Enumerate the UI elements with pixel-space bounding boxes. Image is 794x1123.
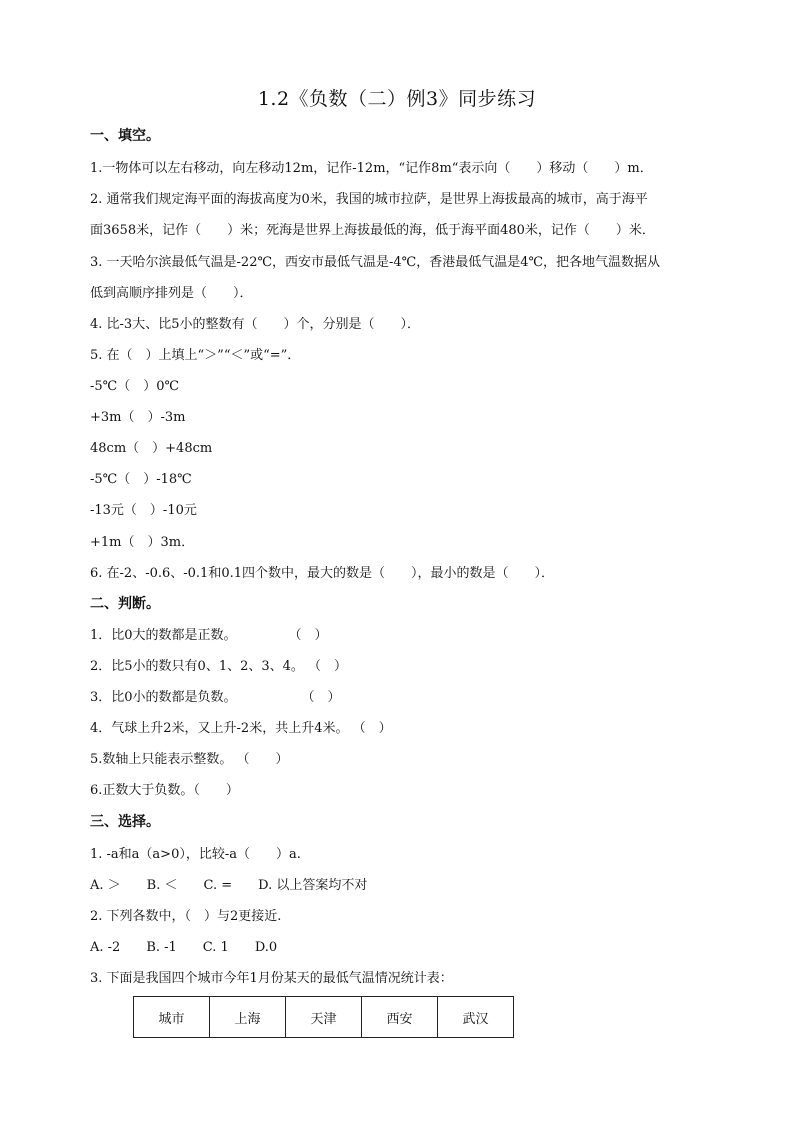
question-line: 1.一物体可以左右移动，向左移动12m，记作-12m，“记作8m“表示向（ ）移动（ ）m． xyxy=(90,161,653,176)
section-heading-judge: 二、判断。 xyxy=(90,596,160,612)
comparison-item: -5℃（ ）-18℃ xyxy=(90,472,192,487)
section-heading-choice: 三、选择。 xyxy=(90,814,160,830)
question-line: 低到高顺序排列是（ ）． xyxy=(90,286,253,301)
comparison-item: +3m（ ）-3m xyxy=(90,410,186,425)
choice-options: A. -2 B. -1 C. 1 D.0 xyxy=(90,940,278,955)
comparison-item: -5℃（ ）0℃ xyxy=(90,379,180,394)
judge-item: 2．比5小的数只有0、1、2、3、4。 （ ） xyxy=(90,659,348,674)
judge-item: 6.正数大于负数。（ ） xyxy=(90,783,239,798)
question-line: 6. 在-2、-0.6、-0.1和0.1四个数中，最大的数是（ ），最小的数是（ ）． xyxy=(90,566,555,581)
judge-item: 5.数轴上只能表示整数。 （ ） xyxy=(90,752,289,767)
choice-question: 1. -a和a（a>0），比较-a（ ）a. xyxy=(90,847,301,862)
table-cell: 西安 xyxy=(362,997,438,1038)
question-line: 面3658米，记作（ ）米；死海是世界上海拔最低的海，低于海平面480米，记作（ ）米． xyxy=(90,223,655,238)
comparison-item: +1m（ ）3m． xyxy=(90,535,195,550)
choice-question: 3. 下面是我国四个城市今年1月份某天的最低气温情况统计表： xyxy=(90,971,453,986)
question-line: 5. 在（ ）上填上“＞”“＜”或“=”． xyxy=(90,348,301,363)
table-cell: 城市 xyxy=(134,997,210,1038)
comparison-item: -13元（ ）-10元 xyxy=(90,503,197,518)
judge-item: 1．比0大的数都是正数。 （ ） xyxy=(90,628,328,643)
page-title: 1.2《负数（二）例3》同步练习 xyxy=(257,88,537,110)
question-line: 4. 比-3大、比5小的整数有（ ）个，分别是（ ）． xyxy=(90,317,420,332)
table-row xyxy=(134,997,514,1038)
section-heading-fill: 一、填空。 xyxy=(90,128,160,144)
question-line: 2. 通常我们规定海平面的海拔高度为0米，我国的城市拉萨，是世界上海拔最高的城市，高于海平 xyxy=(90,192,648,207)
judge-item: 4．气球上升2米，又上升-2米，共上升4米。 （ ） xyxy=(90,721,392,736)
temperature-table xyxy=(133,996,514,1038)
comparison-item: 48cm（ ）+48cm xyxy=(90,441,213,456)
table-cell: 天津 xyxy=(286,997,362,1038)
judge-item: 3．比0小的数都是负数。 （ ） xyxy=(90,690,341,705)
choice-options: A. ＞ B. ＜ C. = D. 以上答案均不对 xyxy=(90,878,368,893)
table-cell: 武汉 xyxy=(438,997,514,1038)
question-line: 3. 一天哈尔滨最低气温是-22℃，西安市最低气温是-4℃，香港最低气温是4℃，把各地气温数据从 xyxy=(90,255,661,270)
choice-question: 2. 下列各数中，（ ）与2更接近. xyxy=(90,909,282,924)
table-cell: 上海 xyxy=(210,997,286,1038)
